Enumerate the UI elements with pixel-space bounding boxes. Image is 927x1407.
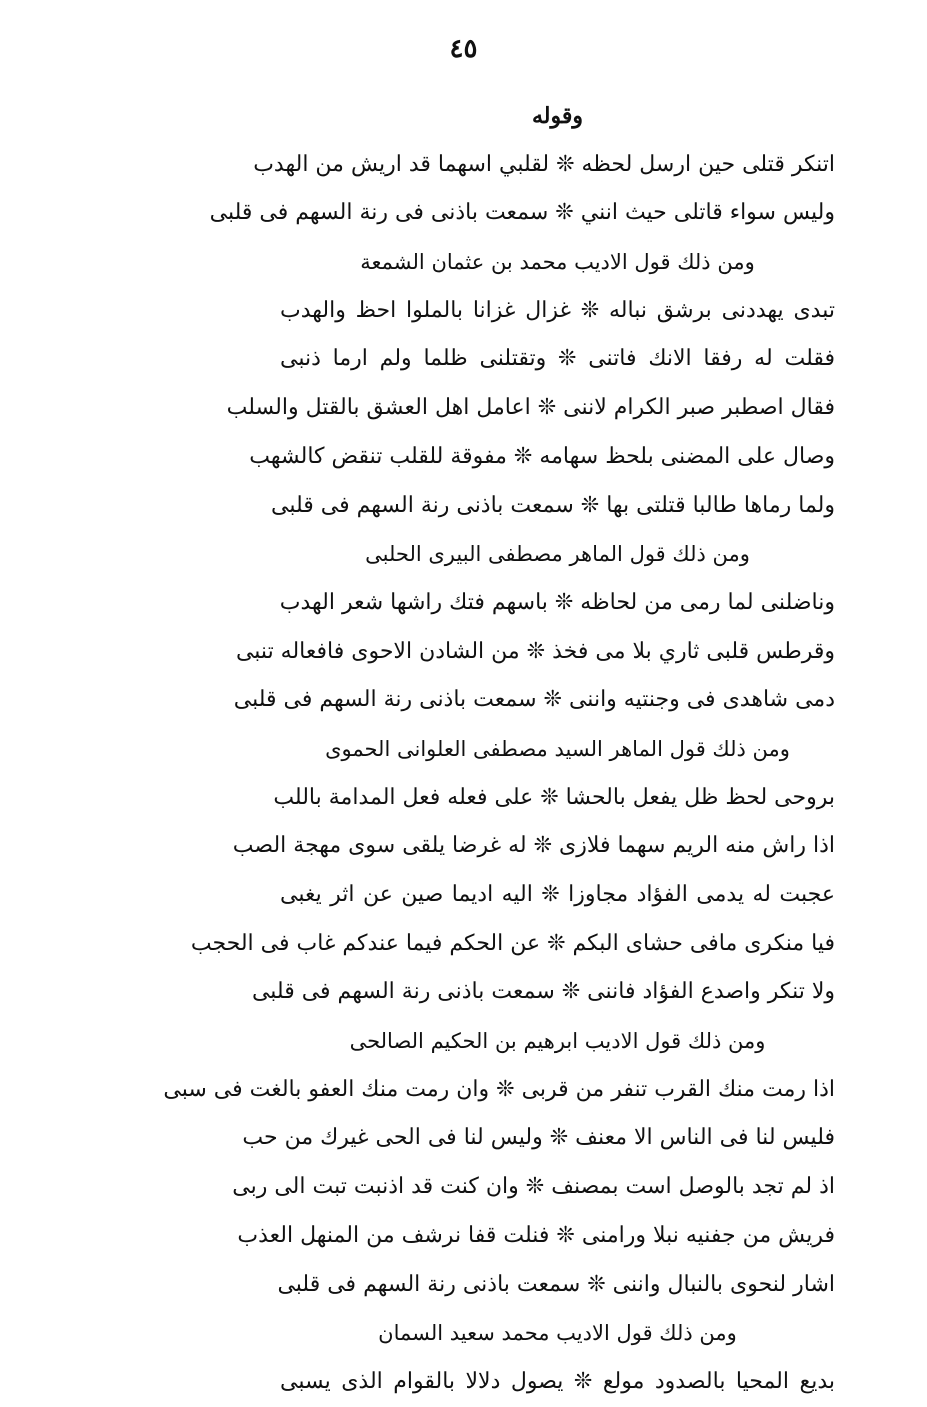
- section-heading: ومن ذلك قول الاديب ابرهيم بن الحكيم الصالحى: [349, 1029, 766, 1054]
- verse-line: فريش من جفنيه نبلا ورامنى ❊ فنلت قفا نرشف من المنهل العذب: [237, 1222, 835, 1248]
- verse-line: فيا منكرى مافى حشاى البكم ❊ عن الحكم فيما عندكم غاب فى الحجب: [190, 930, 835, 956]
- verse-line: اشار لنحوى بالنبال واننى ❊ سمعت باذنى رنة السهم فى قلبى: [277, 1271, 835, 1297]
- verse-line: ولا تنكر واصدع الفؤاد فاننى ❊ سمعت باذنى رنة السهم فى قلبى: [251, 979, 835, 1005]
- verse-line: ولما رماها طالبا قتلتى بها ❊ سمعت باذنى رنة السهم فى قلبى: [270, 492, 835, 518]
- verse-line: بديع المحيا بالصدود مولع ❊ يصول دلالا بالقوام الذى يسبى: [280, 1368, 835, 1394]
- section-heading: وقوله: [531, 103, 583, 129]
- verse-line: فقلت له رفقا الانك فاتنى ❊ وتقتلنى ظلما ولم ارما ذنبى: [280, 346, 835, 372]
- verse-line: فقال اصطبر صبر الكرام لاننى ❊ اعامل اهل العشق بالقتل والسلب: [226, 395, 835, 421]
- page-number: ٤٥: [449, 34, 478, 64]
- verse-line: وناضلنى لما رمى من لحاظه ❊ باسهم فتك راشها شعر الهدب: [279, 589, 835, 615]
- verse-line: وقرطس قلبى ثاري بلا مى فخذ ❊ من الشادن الاحوى فافعاله تنبى: [235, 638, 835, 664]
- verse-line: اذا رمت منك القرب تنفر من قربى ❊ وان رمت منك العفو بالغت فى سبى: [163, 1076, 835, 1102]
- verse-line: تبدى يهددنى برشق نباله ❊ غزال غزانا بالملوا احظ والهدب: [280, 297, 835, 323]
- verse-line: وليس سواء قاتلى حيث انني ❊ سمعت باذنى فى رنة السهم فى قلبى: [209, 200, 835, 226]
- section-heading: ومن ذلك قول الماهر السيد مصطفى العلوانى الحموى: [325, 736, 790, 761]
- verse-line: اذ لم تجد بالوصل است بمصنف ❊ وان كنت قد اذنبت تبت الى ربى: [232, 1174, 835, 1200]
- verse-line: عجبت له يدمى الفؤاد مجاوزا ❊ اليه اديما صين عن اثر يغبى: [280, 882, 835, 907]
- section-heading: ومن ذلك قول الاديب محمد بن عثمان الشمعة: [360, 250, 755, 275]
- verse-line: اذا راش منه الريم سهما فلازى ❊ له غرضا يلقى سوى مهجة الصب: [232, 833, 835, 859]
- verse-line: فليس لنا فى الناس الا معنف ❊ وليس لنا فى الحى غيرك من حب: [242, 1125, 835, 1151]
- poem-text-block: [163, 92, 835, 1407]
- verse-line: بروحى لحظ ظل يفعل بالحشا ❊ على فعله فعل المدامة باللب: [273, 784, 835, 810]
- verse-line: وصال على المضنى بلحظ سهامه ❊ مفوقة للقلب تنقض كالشهب: [249, 443, 835, 469]
- section-heading: ومن ذلك قول الماهر مصطفى البيرى الحلبى: [365, 542, 750, 567]
- verse-line: اتنكر قتلى حين ارسل لحظه ❊ لقلبي اسهما قد اريش من الهدب: [253, 151, 835, 177]
- section-heading: ومن ذلك قول الاديب محمد سعيد السمان: [378, 1321, 737, 1346]
- verse-line: دمى شاهدى فى وجنتيه واننى ❊ سمعت باذنى رنة السهم فى قلبى: [233, 687, 835, 713]
